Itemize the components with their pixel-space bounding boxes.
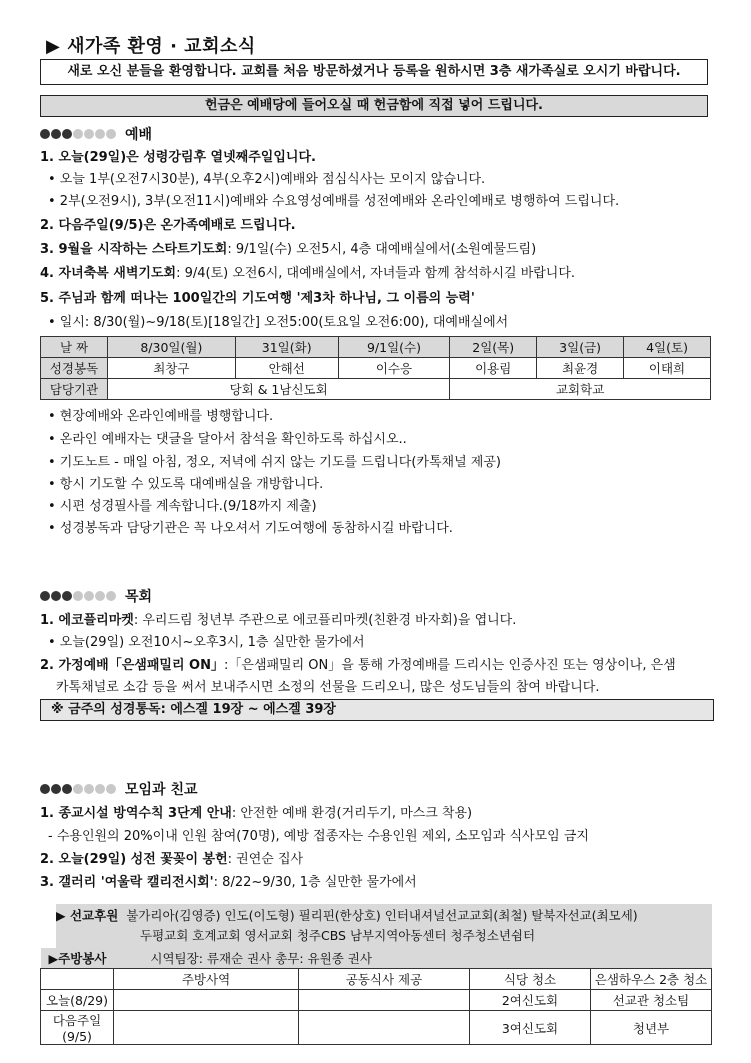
table-row: 다음주일(9/5) 3여신도회 청년부 bbox=[41, 1011, 712, 1045]
worship-item-5a: • 일시: 8/30(월)~9/18(토)[18일간] 오전5:00(토요일 오전6:00), 대예배실에서 bbox=[48, 315, 509, 330]
section-title: 예배 bbox=[125, 127, 153, 143]
section-fellowship-heading bbox=[40, 779, 198, 799]
bible-reading-box: ※ 금주의 성경통독: 에스겔 19장 ~ 에스겔 39장 bbox=[40, 699, 714, 721]
kitchen-service-table bbox=[40, 948, 712, 1045]
ministry-item-1a: • 오늘(29일) 오전10시~오후3시, 1층 실만한 물가에서 bbox=[48, 635, 365, 650]
worship-item-4: 4. 자녀축복 새벽기도회: 9/4(토) 오전6시, 대예배실에서, 자녀들과 함께 참석하시길 바랍니다. bbox=[40, 266, 576, 281]
mission-list-1: 불가리아(김영증) 인도(이도형) 필리핀(한상호) 인터내셔널선교교회(최철) 탈북자선교(최모세) bbox=[126, 908, 638, 923]
table-row: 담당기관 당회 & 1남신도회 교회학교 bbox=[41, 379, 711, 400]
worship-note: • 시편 성경필사를 계속합니다.(9/18까지 제출) bbox=[48, 499, 317, 514]
worship-item-1: 1. 오늘(29일)은 성령강림후 열넷째주일입니다. bbox=[40, 150, 316, 165]
mission-label: ▶ 선교후원 bbox=[56, 908, 119, 923]
worship-note: • 온라인 예배자는 댓글을 달아서 참석을 확인하도록 하십시오.. bbox=[48, 432, 407, 447]
offering-box: 헌금은 예배당에 들어오실 때 헌금함에 직접 넣어 드립니다. bbox=[40, 95, 708, 117]
table-header-row: 주방사역 공동식사 제공 식당 청소 은샘하우스 2층 청소 bbox=[41, 969, 712, 990]
bullet-dots-icon bbox=[40, 588, 117, 604]
table-row: 오늘(8/29) 2여신도회 선교관 청소팀 bbox=[41, 990, 712, 1011]
fellowship-item-2: 2. 오늘(29일) 성전 꽃꽂이 봉헌: 권연순 집사 bbox=[40, 852, 304, 867]
section-worship-heading bbox=[40, 124, 152, 144]
mission-list-2: 두평교회 호계교회 영서교회 청주CBS 남부지역아동센터 청주청소년쉼터 bbox=[140, 928, 536, 943]
section-ministry-heading bbox=[40, 586, 152, 606]
ministry-item-1: 1. 에코플리마켓: 우리드림 청년부 주관으로 에코플리마켓(친환경 바자회)을 엽니다. bbox=[40, 613, 517, 628]
section-title: 목회 bbox=[125, 589, 153, 605]
page-title: ▶ 새가족 환영 · 교회소식 bbox=[46, 36, 256, 57]
bullet-dots-icon bbox=[40, 126, 117, 142]
fellowship-item-3: 3. 갤러리 '여울락 캘리전시회': 8/22~9/30, 1층 실만한 물가에서 bbox=[40, 875, 417, 890]
kitchen-leaders: 시역팀장: 류재순 권사 총무: 유원종 권사 bbox=[150, 951, 372, 966]
mission-line-1 bbox=[56, 906, 638, 924]
ministry-item-2: 2. 가정예배「은샘패밀리 ON」:「은샘패밀리 ON」을 통해 가정예배를 드리시는 인증사진 또는 영상이나, 은샘 bbox=[40, 658, 676, 673]
table-row: 성경봉독 최창구 안해선 이수응 이용림 최윤경 이태희 bbox=[41, 358, 711, 379]
kitchen-title-row bbox=[41, 948, 712, 969]
prayer-schedule-table bbox=[40, 336, 711, 400]
kitchen-label: ▶주방봉사 bbox=[48, 951, 107, 966]
section-title: 모임과 친교 bbox=[125, 782, 198, 798]
worship-note: • 항시 기도할 수 있도록 대예배실을 개방합니다. bbox=[48, 477, 324, 492]
ministry-item-2-cont: 카톡채널로 소감 등을 써서 보내주시면 소정의 선물을 드리오니, 많은 성도님들의 참여 바랍니다. bbox=[56, 680, 600, 695]
welcome-box: 새로 오신 분들을 환영합니다. 교회를 처음 방문하셨거나 등록을 원하시면 3층 새가족실로 오시기 바랍니다. bbox=[40, 59, 708, 85]
worship-note: • 성경봉독과 담당기관은 꼭 나오셔서 기도여행에 동참하시길 바랍니다. bbox=[48, 521, 453, 536]
worship-item-2: 2. 다음주일(9/5)은 온가족예배로 드립니다. bbox=[40, 218, 296, 233]
mission-support-box bbox=[56, 904, 712, 948]
worship-note: • 기도노트 - 매일 아침, 정오, 저녁에 쉬지 않는 기도를 드립니다(카톡채널 제공) bbox=[48, 455, 501, 470]
bullet-dots-icon bbox=[40, 781, 117, 797]
worship-item-5: 5. 주님과 함께 떠나는 100일간의 기도여행 '제3차 하나님, 그 이름의 능력' bbox=[40, 291, 475, 306]
worship-item-1b: • 2부(오전9시), 3부(오전11시)예배와 수요영성예배를 성전예배와 온라인예배로 병행하여 드립니다. bbox=[48, 194, 620, 209]
worship-item-1a: • 오늘 1부(오전7시30분), 4부(오후2시)예배와 점심식사는 모이지 않습니다. bbox=[48, 172, 486, 187]
fellowship-item-1: 1. 종교시설 방역수칙 3단계 안내: 안전한 예배 환경(거리두기, 마스크 착용) bbox=[40, 806, 473, 821]
fellowship-item-1a: - 수용인원의 20%이내 인원 참여(70명), 예방 접종자는 수용인원 제외, 소모임과 식사모임 금지 bbox=[48, 829, 589, 844]
table-header-row: 날 짜 8/30일(월) 31일(화) 9/1일(수) 2일(목) 3일(금) 4일(토) bbox=[41, 337, 711, 358]
worship-item-3: 3. 9월을 시작하는 스타트기도회: 9/1일(수) 오전5시, 4층 대예배실에서(소원예물드림) bbox=[40, 242, 537, 257]
worship-note: • 현장예배와 온라인예배를 병행합니다. bbox=[48, 409, 274, 424]
